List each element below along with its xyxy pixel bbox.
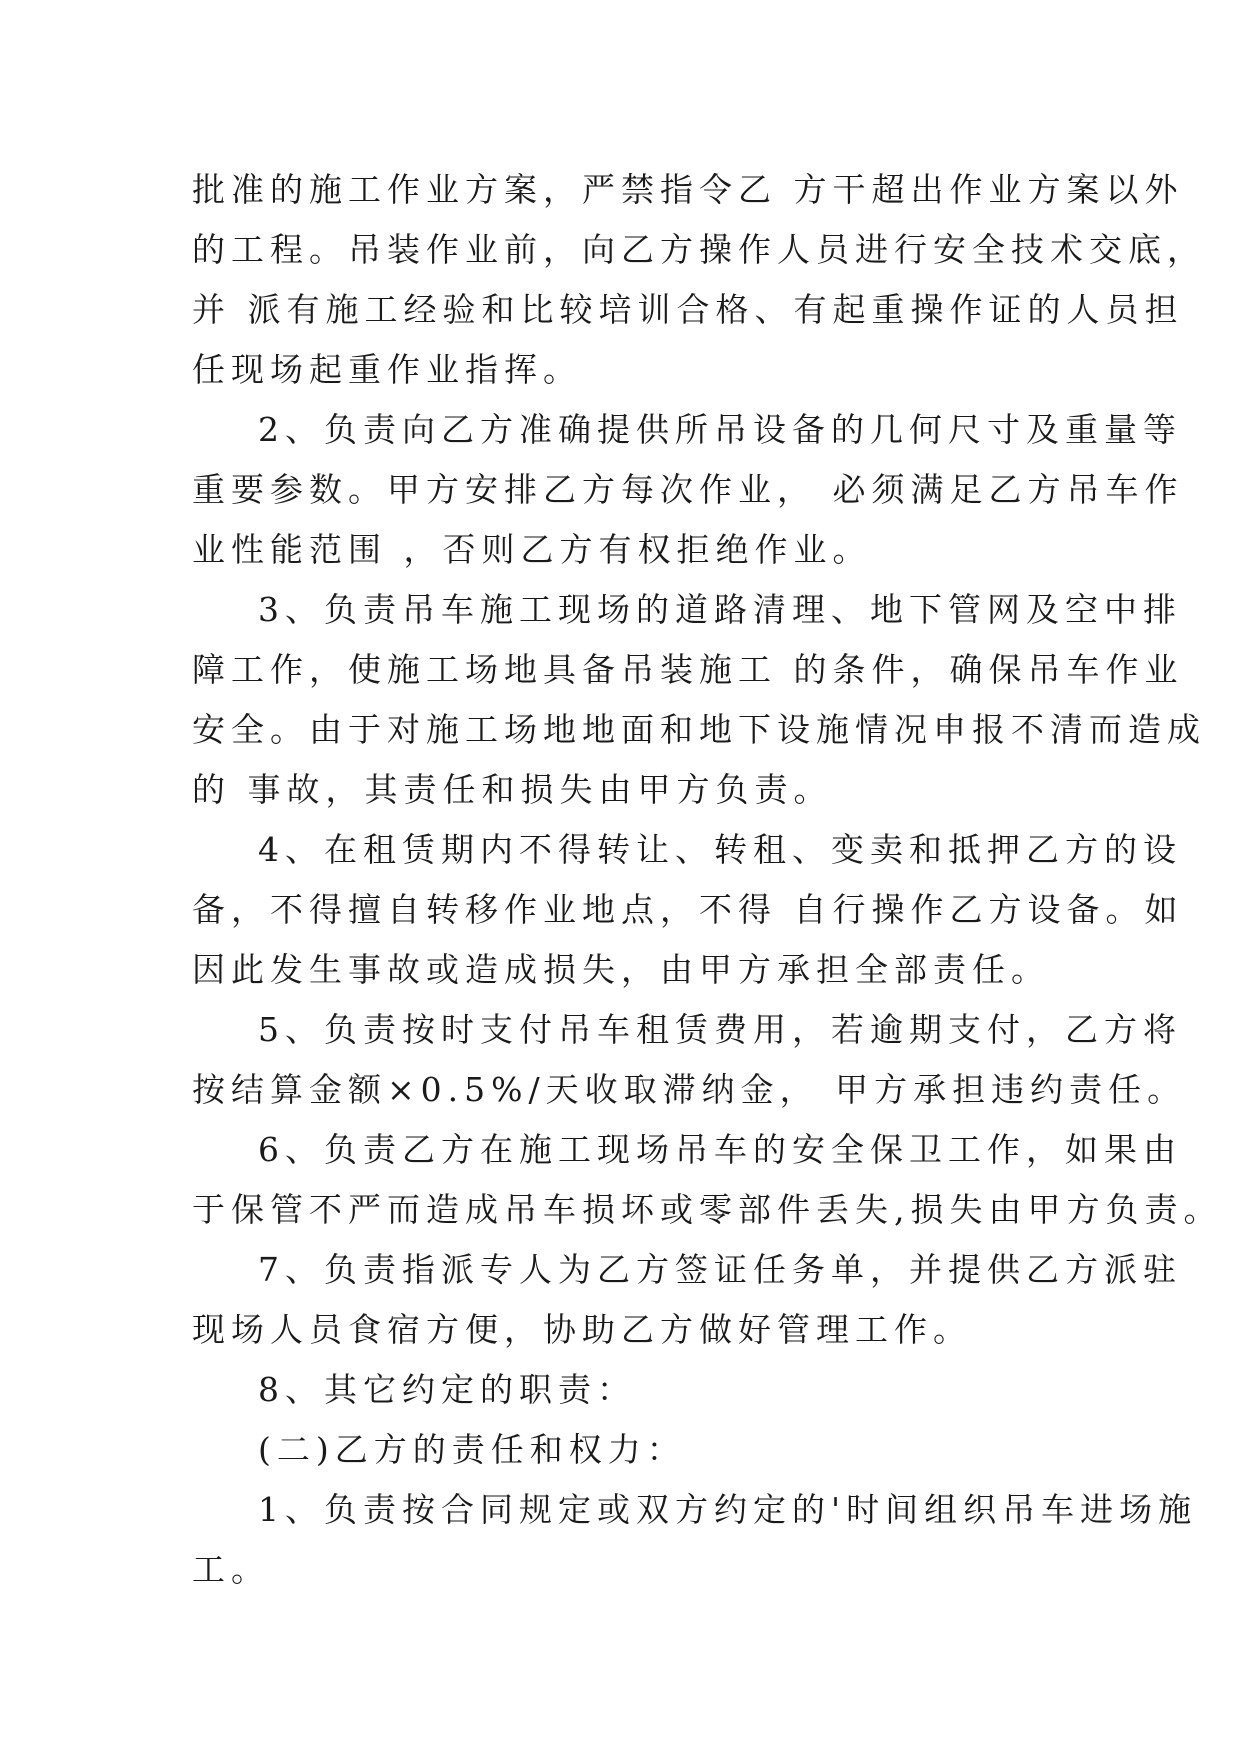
paragraph-start-line: 8、其它约定的职责： — [258, 1370, 636, 1409]
paragraph-start-line: 2、负责向乙方准确提供所吊设备的几何尺寸及重量等 — [258, 410, 1182, 449]
paragraph-start-line: 7、负责指派专人为乙方签证任务单，并提供乙方派驻 — [258, 1250, 1182, 1289]
text-line: 于保管不严而造成吊车损坏或零部件丢失,损失由甲方负责。 — [192, 1190, 1223, 1229]
text-line: 障工作，使施工场地具备吊装施工 的条件，确保吊车作业 — [192, 650, 1184, 689]
section-heading: (二)乙方的责任和权力： — [258, 1430, 686, 1469]
paragraph-start-line: 4、在租赁期内不得转让、转租、变卖和抵押乙方的设 — [258, 830, 1182, 869]
text-line: 并 派有施工经验和比较培训合格、有起重操作证的人员担 — [192, 290, 1184, 329]
text-line: 批准的施工作业方案，严禁指令乙 方干超出作业方案以外 — [192, 170, 1184, 209]
text-line: 现场人员食宿方便，协助乙方做好管理工作。 — [192, 1310, 972, 1349]
text-line: 因此发生事故或造成损失，由甲方承担全部责任。 — [192, 950, 1050, 989]
text-line: 安全。由于对施工场地地面和地下设施情况申报不清而造成 — [192, 710, 1206, 749]
paragraph-start-line: 1、负责按合同规定或双方约定的'时间组织吊车进场施 — [258, 1490, 1198, 1529]
document-body — [192, 160, 1223, 1600]
text-line: 任现场起重作业指挥。 — [192, 350, 582, 389]
text-line: 备，不得擅自转移作业地点，不得 自行操作乙方设备。如 — [192, 890, 1184, 929]
paragraph-start-line: 5、负责按时支付吊车租赁费用，若逾期支付，乙方将 — [258, 1010, 1182, 1049]
text-line: 的工程。吊装作业前，向乙方操作人员进行安全技术交底， — [192, 230, 1206, 269]
paragraph-start-line: 6、负责乙方在施工现场吊车的安全保卫工作，如果由 — [258, 1130, 1182, 1169]
text-line: 的 事故，其责任和损失由甲方负责。 — [192, 770, 833, 809]
text-line: 重要参数。甲方安排乙方每次作业， 必须满足乙方吊车作 — [192, 470, 1184, 509]
text-line: 工。 — [192, 1550, 270, 1589]
text-line: 按结算金额×0.5%/天收取滞纳金， 甲方承担违约责任。 — [192, 1070, 1187, 1109]
text-line: 业性能范围 ，否则乙方有权拒绝作业。 — [192, 530, 872, 569]
paragraph-start-line: 3、负责吊车施工现场的道路清理、地下管网及空中排 — [258, 590, 1182, 629]
